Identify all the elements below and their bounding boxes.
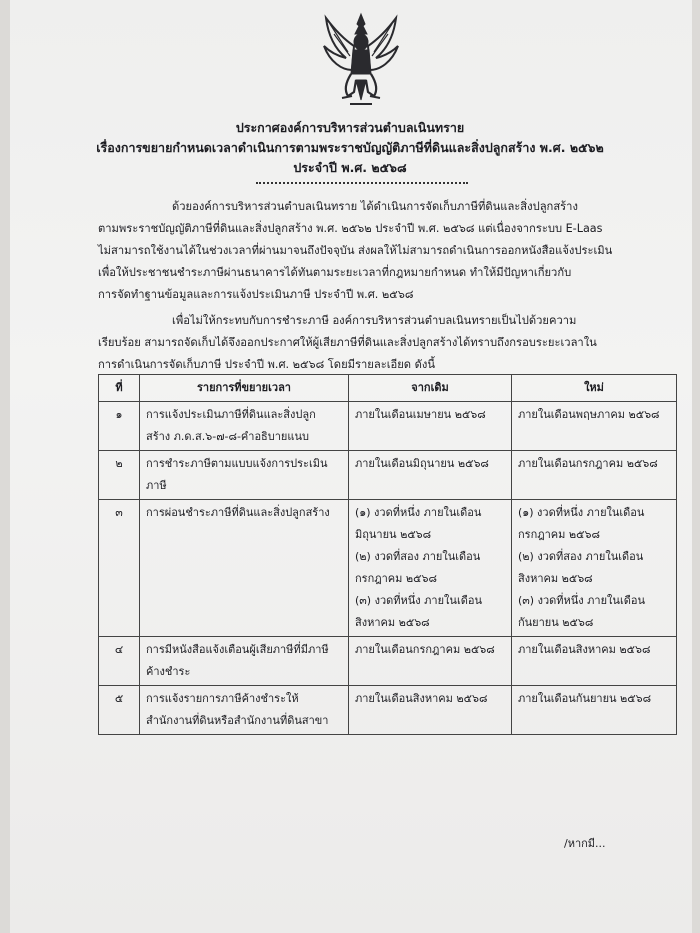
item-line: การผ่อนชำระภาษีที่ดินและสิ่งปลูกสร้าง: [146, 506, 330, 519]
header-no: ที่: [99, 375, 140, 402]
header-old: จากเดิม: [349, 375, 512, 402]
row-old: [349, 637, 512, 686]
item-line: ค้างชำระ: [146, 665, 191, 678]
title-line-3: ประจำปี พ.ศ. ๒๕๖๘: [293, 160, 407, 175]
garuda-emblem-icon: [322, 12, 400, 108]
old-line: สิงหาคม ๒๕๖๘: [355, 616, 430, 629]
new-line: (๑) งวดที่หนึ่ง ภายในเดือน: [518, 506, 645, 519]
row-no: ๑: [99, 402, 140, 451]
schedule-table: [98, 374, 677, 735]
document-page: [10, 0, 692, 933]
row-item: [140, 500, 349, 637]
header-new: ใหม่: [512, 375, 677, 402]
row-new: [512, 500, 677, 637]
row-item: [140, 686, 349, 735]
old-line: (๒) งวดที่สอง ภายในเดือน: [355, 550, 481, 563]
para1-line-5: การจัดทำฐานข้อมูลและการแจ้งประเมินภาษี ประจำปี พ.ศ. ๒๕๖๘: [98, 288, 414, 301]
table-row: [99, 686, 677, 735]
table-header-row: [99, 375, 677, 402]
item-line: ภาษี: [146, 479, 167, 492]
para2-line-3: การดำเนินการจัดเก็บภาษี ประจำปี พ.ศ. ๒๕๖๘ โดยมีรายละเอียด ดังนี้: [98, 358, 436, 371]
old-line: ภายในเดือนเมษายน ๒๕๖๘: [355, 408, 486, 421]
new-line: ภายในเดือนกันยายน ๒๕๖๘: [518, 692, 652, 705]
old-line: (๓) งวดที่หนึ่ง ภายในเดือน: [355, 594, 482, 607]
item-line: การชำระภาษีตามแบบแจ้งการประเมิน: [146, 457, 328, 470]
new-line: กรกฎาคม ๒๕๖๘: [518, 528, 600, 541]
row-new: [512, 402, 677, 451]
old-line: ภายในเดือนกรกฎาคม ๒๕๖๘: [355, 643, 495, 656]
new-line: (๓) งวดที่หนึ่ง ภายในเดือน: [518, 594, 645, 607]
row-item: [140, 451, 349, 500]
row-new: [512, 637, 677, 686]
row-item: [140, 637, 349, 686]
new-line: ภายในเดือนพฤษภาคม ๒๕๖๘: [518, 408, 660, 421]
para2-line-2: เรียบร้อย สามารถจัดเก็บได้จึงออกประกาศให้ผู้เสียภาษีที่ดินและสิ่งปลูกสร้างได้ทราบถึงกรอบระยะเวลาใน: [98, 336, 597, 349]
continued-note: /หากมี...: [564, 837, 606, 850]
table-row: [99, 637, 677, 686]
new-line: (๒) งวดที่สอง ภายในเดือน: [518, 550, 644, 563]
old-line: มิถุนายน ๒๕๖๘: [355, 528, 432, 541]
new-line: สิงหาคม ๒๕๖๘: [518, 572, 593, 585]
row-no: ๒: [99, 451, 140, 500]
table-row: [99, 500, 677, 637]
para1-line-4: เพื่อให้ประชาชนชำระภาษีผ่านธนาคารได้ทันตามระยะเวลาที่กฎหมายกำหนด ทำให้มีปัญหาเกี่ยวกับ: [98, 266, 572, 279]
table-row: [99, 451, 677, 500]
row-no: ๔: [99, 637, 140, 686]
row-new: [512, 686, 677, 735]
title-line-2: เรื่องการขยายกำหนดเวลาดำเนินการตามพระราชบัญญัติภาษีที่ดินและสิ่งปลูกสร้าง พ.ศ. ๒๕๖๒: [96, 140, 604, 155]
row-old: [349, 402, 512, 451]
old-line: (๑) งวดที่หนึ่ง ภายในเดือน: [355, 506, 482, 519]
new-line: ภายในเดือนกรกฎาคม ๒๕๖๘: [518, 457, 658, 470]
para1-line-1: ด้วยองค์การบริหารส่วนตำบลเนินทราย ได้ดำเนินการจัดเก็บภาษีที่ดินและสิ่งปลูกสร้าง: [172, 200, 578, 213]
table-row: [99, 402, 677, 451]
old-line: กรกฎาคม ๒๕๖๘: [355, 572, 437, 585]
row-old: [349, 686, 512, 735]
item-line: การแจ้งประเมินภาษีที่ดินและสิ่งปลูก: [146, 408, 316, 421]
para1-line-3: ไม่สามารถใช้งานได้ในช่วงเวลาที่ผ่านมาจนถึงปัจจุบัน ส่งผลให้ไม่สามารถดำเนินการออกหนังสือแจ้งประเมิน: [98, 244, 613, 257]
row-no: ๓: [99, 500, 140, 637]
item-line: การแจ้งรายการภาษีค้างชำระให้: [146, 692, 299, 705]
old-line: ภายในเดือนสิงหาคม ๒๕๖๘: [355, 692, 488, 705]
row-old: [349, 500, 512, 637]
row-old: [349, 451, 512, 500]
row-item: [140, 402, 349, 451]
para2-line-1: เพื่อไม่ให้กระทบกับการชำระภาษี องค์การบริหารส่วนตำบลเนินทรายเป็นไปด้วยความ: [172, 314, 577, 327]
title-line-1: ประกาศองค์การบริหารส่วนตำบลเนินทราย: [235, 120, 465, 135]
item-line: สำนักงานที่ดินหรือสำนักงานที่ดินสาขา: [146, 714, 329, 727]
header-item: รายการที่ขยายเวลา: [140, 375, 349, 402]
dotted-separator: [256, 182, 468, 184]
para1-line-2: ตามพระราชบัญญัติภาษีที่ดินและสิ่งปลูกสร้าง พ.ศ. ๒๕๖๒ ประจำปี พ.ศ. ๒๕๖๘ แต่เนื่องจากระบบ E-Laas: [98, 222, 603, 235]
item-line: การมีหนังสือแจ้งเตือนผู้เสียภาษีที่มีภาษี: [146, 643, 329, 656]
new-line: กันยายน ๒๕๖๘: [518, 616, 594, 629]
row-no: ๕: [99, 686, 140, 735]
new-line: ภายในเดือนสิงหาคม ๒๕๖๘: [518, 643, 651, 656]
old-line: ภายในเดือนมิถุนายน ๒๕๖๘: [355, 457, 489, 470]
row-new: [512, 451, 677, 500]
item-line: สร้าง ภ.ด.ส.๖-๗-๘-คำอธิบายแนบ: [146, 430, 309, 443]
